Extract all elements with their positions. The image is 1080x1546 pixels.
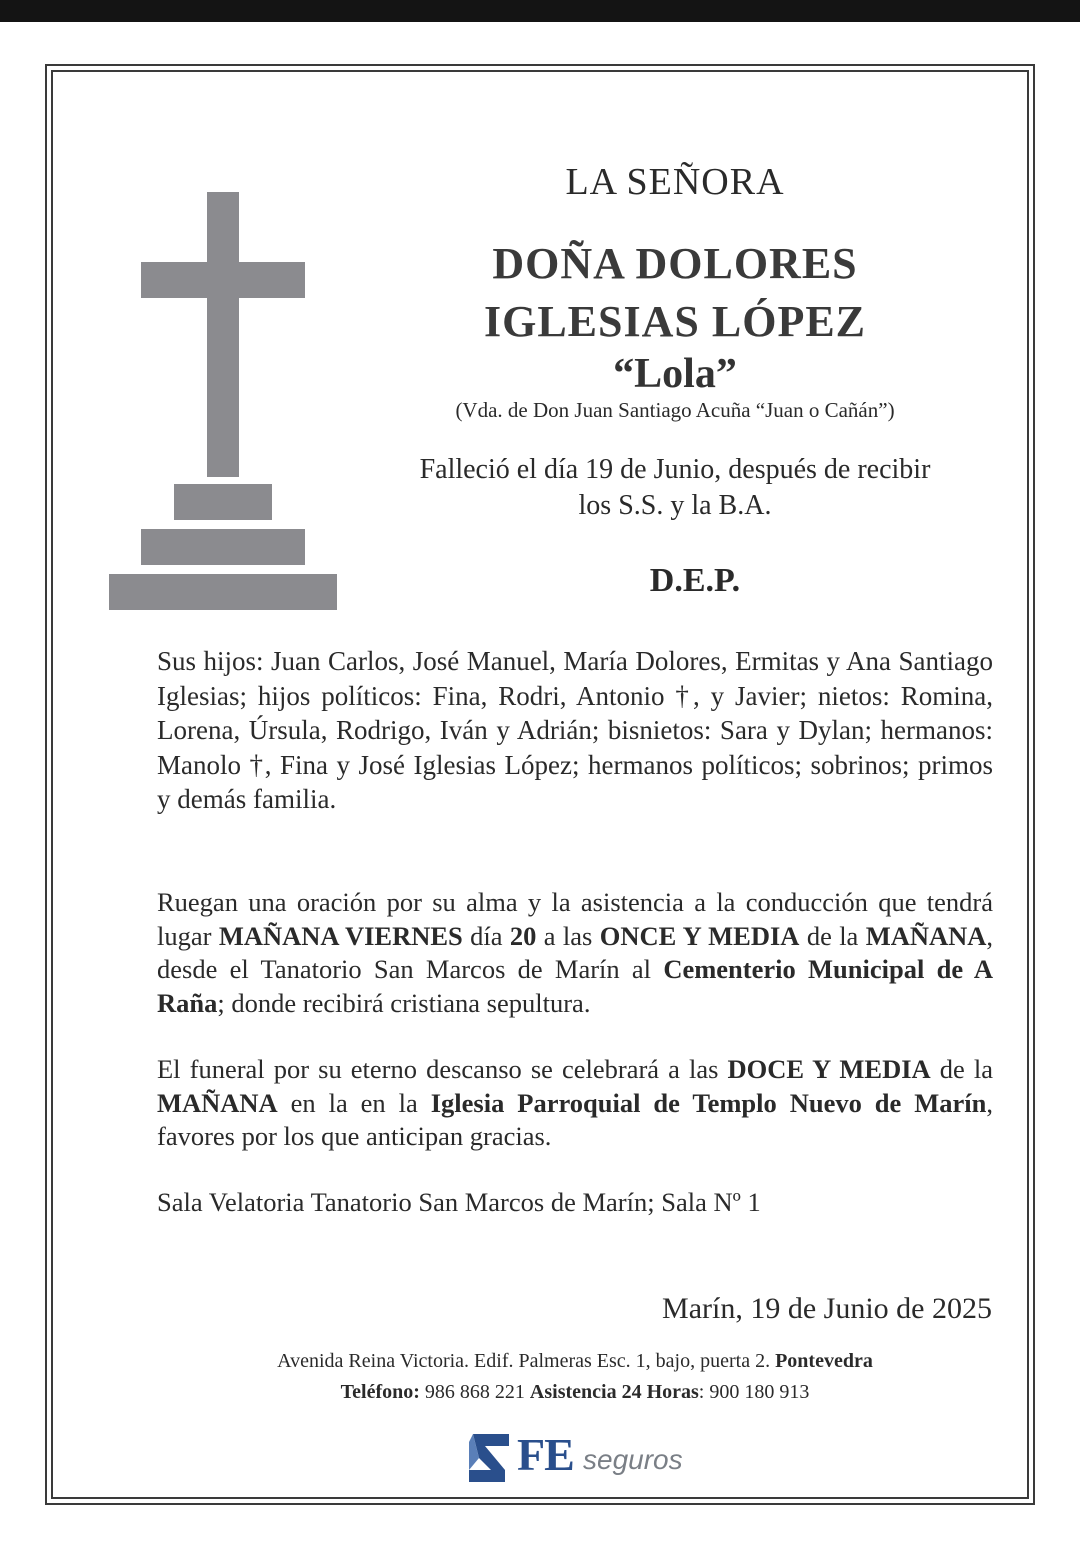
text-span: de la [799, 920, 866, 951]
conduccion-paragraph [157, 886, 993, 1020]
heading-title: LA SEÑORA [565, 161, 785, 203]
text-span: El funeral por su eterno descanso se celebrará a las [157, 1054, 728, 1084]
footer-phones [150, 1381, 1000, 1404]
phone-number: 986 868 221 [419, 1381, 530, 1403]
deceased-name-line1: DOÑA DOLORES [492, 239, 858, 288]
death-line-2: los S.S. y la B.A. [578, 490, 772, 521]
address-text: Avenida Reina Victoria. Edif. Palmeras Esc. 1, bajo, puerta 2. [277, 1350, 776, 1372]
text-span: , desde el Tanatorio San Marcos de Marín al [157, 920, 994, 984]
fe-seguros-logo [465, 1428, 705, 1488]
text-span: Ruegan una oración por su alma y la asistencia a la conducción que tendrá lugar [157, 887, 993, 951]
family-paragraph: Sus hijos: Juan Carlos, José Manuel, María Dolores, Ermitas y Ana Santiago Iglesias; hijos políticos: Fina, Rodri, Antonio †, y Javier; nietos: Romina, Lorena, Úrsula, Rodrigo, Iván y Adrián; bisnietos: Sara y Dylan; hermanos: Manolo †, Fina y José Iglesias López; hermanos políticos; sobrinos; primos y demás familia. [157, 646, 993, 814]
bold-span: ONCE Y MEDIA [599, 920, 800, 951]
text-span: de la [930, 1054, 993, 1084]
assist-phone: : 900 180 913 [698, 1381, 810, 1403]
bold-span: MAÑANA [865, 920, 987, 951]
bold-span: Cementerio Municipal de A Raña [157, 954, 994, 1018]
deceased-name-line2: IGLESIAS LÓPEZ [483, 297, 867, 346]
text-span: , favores por los que anticipan gracias. [157, 1087, 993, 1151]
bold-span: DOCE Y MEDIA [727, 1054, 931, 1084]
bold-span: MAÑANA [157, 1087, 278, 1118]
death-line-1: Falleció el día 19 de Junio, después de recibir [419, 454, 931, 485]
place-date: Marín, 19 de Junio de 2025 [662, 1292, 992, 1325]
logo-suffix: seguros [583, 1444, 683, 1475]
logo-brand: FE [517, 1429, 574, 1480]
phone-label: Teléfono: [340, 1381, 420, 1403]
velatorio-line: Sala Velatoria Tanatorio San Marcos de Marín; Sala Nº 1 [157, 1187, 761, 1217]
text-span: día [462, 920, 510, 951]
footer-address [150, 1350, 1000, 1373]
bold-span: MAÑANA VIERNES [218, 920, 463, 951]
top-bar [0, 0, 1080, 22]
address-city: Pontevedra [775, 1350, 873, 1372]
bold-span: Iglesia Parroquial de Templo Nuevo de Marín [430, 1087, 987, 1118]
text-span: ; donde recibirá cristiana sepultura. [217, 987, 591, 1018]
bold-span: 20 [509, 920, 537, 951]
text-span: en la en la [277, 1087, 431, 1118]
logo-mark-icon [465, 1428, 513, 1488]
text-span: a las [536, 920, 600, 951]
assist-label: Asistencia 24 Horas [529, 1381, 699, 1403]
widow-of-line: (Vda. de Don Juan Santiago Acuña “Juan o Cañán”) [455, 398, 895, 422]
death-notice [355, 452, 995, 524]
dep-line: D.E.P. [649, 562, 741, 599]
funeral-paragraph [157, 1053, 993, 1154]
deceased-nickname: “Lola” [613, 351, 737, 397]
